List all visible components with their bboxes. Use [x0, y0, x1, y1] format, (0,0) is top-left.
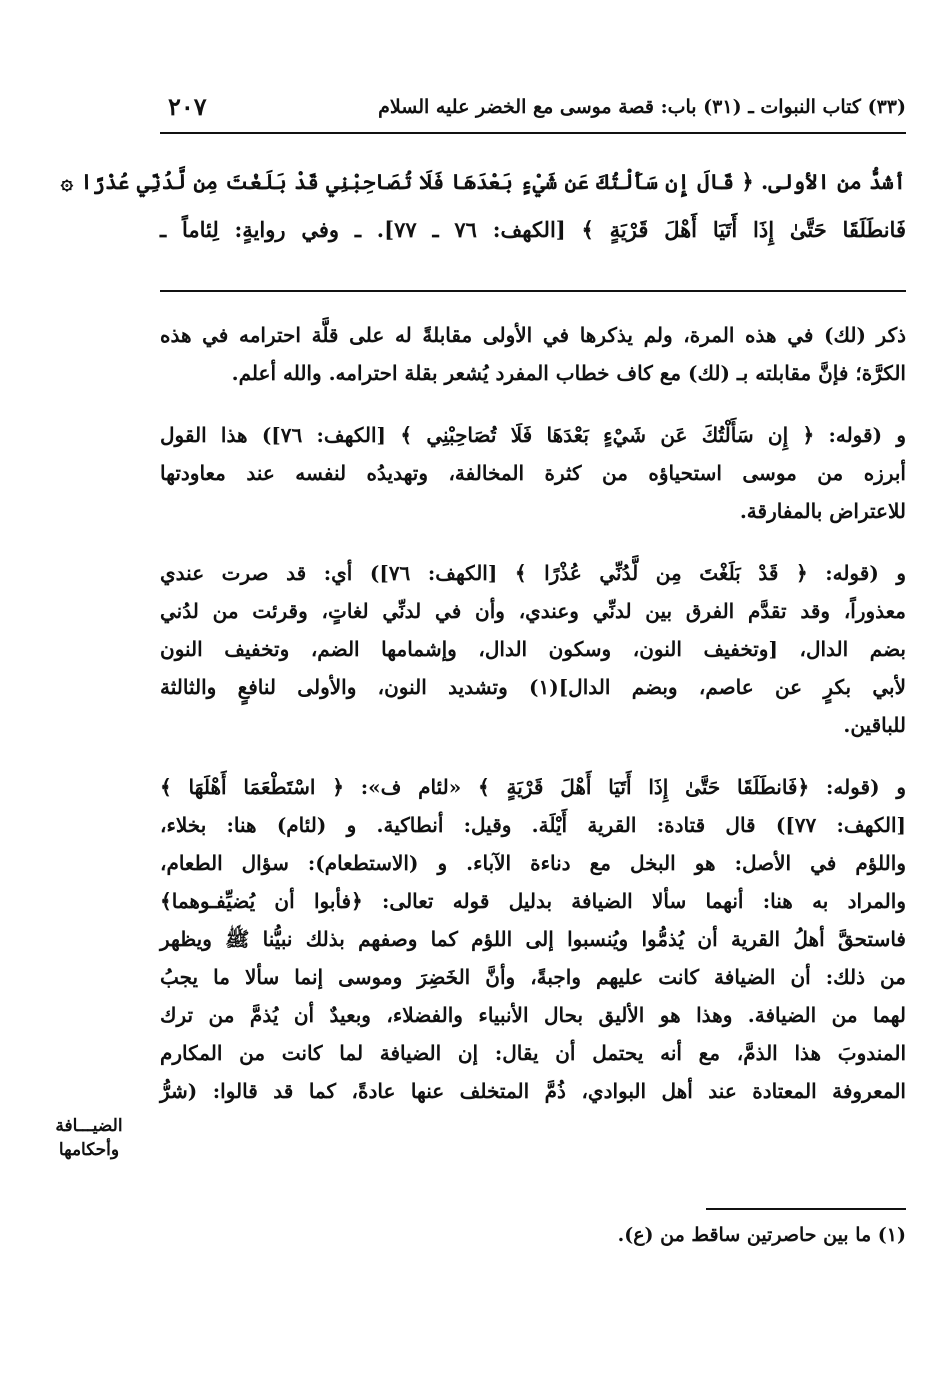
- text-separator: [160, 290, 906, 292]
- text-line: أشدُّ من الأولى. ﴿ قَالَ إِن سَأَلْتُكَ عَن شَيْءٍ بَعْدَهَا فَلَا تُصَاحِبْنِي قَدْ بَلَغْتَ مِن لَّدُنِّي عُذْرًا ۞: [60, 169, 906, 194]
- paragraph: [160, 316, 906, 392]
- text-line: و (قوله: ﴿ إِن سَأَلْتُكَ عَن شَيْءٍ بَعْدَهَا فَلَا تُصَاحِبْنِي ﴾ [الكهف: ٧٦]) هذا القول: [160, 423, 906, 447]
- text-line: لأبي بكرٍ عن عاصم، وبضم الدال](١) وتشديد النون، والأولى لنافعٍ والثالثة: [160, 675, 906, 699]
- text-line: من ذلك: أن الضيافة كانت عليهم واجبةً، وأنَّ الخَضِرَ وموسى إنما سألا ما يجبُ: [160, 965, 906, 989]
- text-line: والمراد به هنا: أنهما سألا الضيافة بدليل قوله تعالى: ﴿فأبوا أن يُضيِّفـوهما﴾: [160, 889, 906, 913]
- footnote: (١) ما بين حاصرتين ساقط من (ع).: [617, 1224, 906, 1246]
- margin-note: الضيـــافة وأحكامها: [55, 1116, 123, 1160]
- text-line: واللؤم في الأصل: هو البخل مع دناءة الآباء. و (الاستطعام): سؤال الطعام،: [160, 851, 906, 875]
- running-header: [160, 92, 906, 132]
- chapter-title: (٣٣) كتاب النبوات ـ (٣١) باب: قصة موسى مع الخضر عليه السلام: [378, 96, 906, 118]
- text-line: بضم الدال، [وتخفيف النون، وسكون الدال، وإشمامها الضم، وتخفيف النون: [160, 637, 906, 661]
- footnote-rule: [706, 1208, 906, 1210]
- paragraph: [160, 416, 906, 530]
- text-line: أبرزه من موسى استحياؤه من كثرة المخالفة، وتهديدُه لنفسه عند معاودتها: [160, 461, 906, 485]
- text-line: للباقين.: [843, 713, 906, 737]
- text-line: لهما من الضيافة. وهذا هو الأليق بحال الأنبياء والفضلاء، وبعيدٌ أن يُذمَّ من ترك: [160, 1003, 906, 1027]
- commentary: [160, 316, 906, 1110]
- text-line: فاستحقَّ أهلُ القرية أن يُذمُّوا ويُنسبوا إلى اللؤم كما وصفهم بذلك نبيُّنا ﷺ ويظهر: [160, 927, 906, 951]
- header-rule: [160, 132, 906, 134]
- text-line: الكرَّة؛ فإنَّ مقابلته بـ (لك) مع كاف خطاب المفرد يُشعر بقلة احترامه. والله أعلم.: [231, 361, 906, 385]
- hadith-text: [60, 158, 906, 254]
- text-line: [الكهف: ٧٧]) قال قتادة: القرية أَيْلَة. وقيل: أنطاكية. و (لئام) هنا: بخلاء،: [160, 813, 906, 837]
- text-line: معذوراً، وقد تقدَّم الفرق بين لدنِّي وعندي، وأن في لدنِّي لغاتٍ، وقرئت من لدُني: [160, 599, 906, 623]
- text-line: المندوبَ هذا الذمَّ، مع أنه يحتمل أن يقال: إن الضيافة لما كانت من المكارم: [160, 1041, 906, 1065]
- text-line: و (قوله: ﴿ قَدْ بَلَغْتَ مِن لَّدُنِّي عُذْرًا ﴾ [الكهف: ٧٦]) أي: قد صرت عندي: [160, 561, 906, 585]
- page-number: ٢٠٧: [168, 92, 207, 121]
- text-line: ذكر (لك) في هذه المرة، ولم يذكرها في الأولى مقابلةً له على قلَّة احترامه في هذه: [160, 323, 907, 347]
- paragraph: [160, 768, 906, 1110]
- text-line: فَانطَلَقَا حَتَّىٰ إِذَا أَتَيَا أَهْلَ قَرْيَةٍ ﴾ [الكهف: ٧٦ ـ ٧٧]. ـ وفي روايةٍ: لِئاماً ـ: [160, 217, 906, 242]
- text-line: للاعتراض بالمفارقة.: [739, 499, 906, 523]
- text-line: و (قوله: ﴿فَانطَلَقَا حَتَّىٰ إِذَا أَتَيَا أَهْلَ قَرْيَةٍ ﴾ «لئام ف»: ﴿ اسْتَطْعَمَا أَهْلَهَا ﴾: [160, 775, 906, 799]
- text-line: المعروفة المعتادة عند أهل البوادي، ذُمَّ المتخلف عنها عادةً، كما قد قالوا: (شرُّ: [160, 1079, 906, 1103]
- paragraph: [160, 554, 906, 744]
